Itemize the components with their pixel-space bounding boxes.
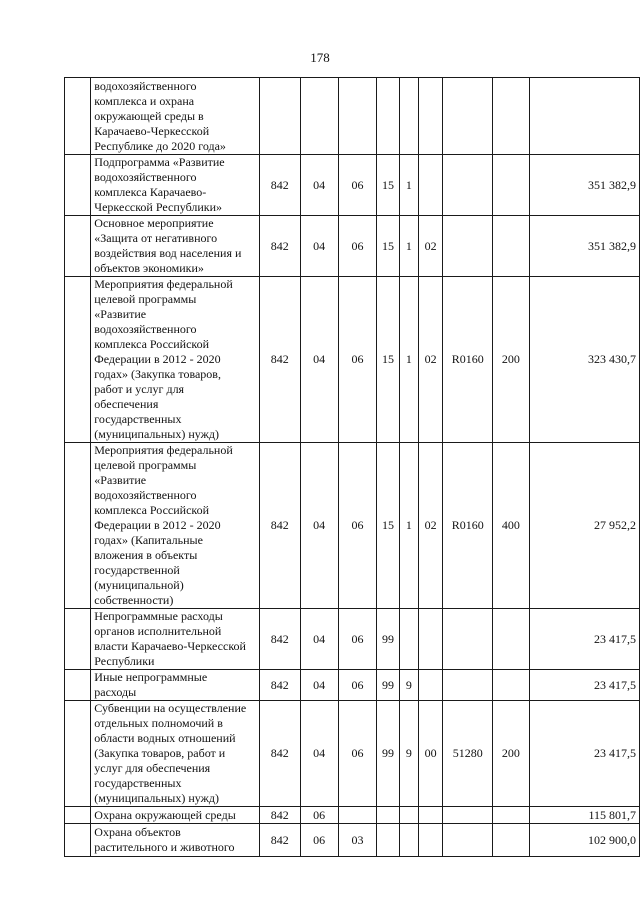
direction-code-cell — [443, 824, 493, 857]
activity-code-cell: 02 — [418, 216, 443, 277]
expense-name-cell — [91, 807, 260, 824]
table-row — [65, 609, 640, 670]
expense-name-text: Подпрограмма «Развитие водохозяйственного комплекса Карачаево- Черкесской Республики» — [94, 155, 225, 214]
expense-type-code-cell — [493, 670, 530, 701]
section-code-cell: 06 — [300, 807, 338, 824]
expense-name-cell — [91, 701, 260, 807]
subprogram-code-cell — [399, 807, 418, 824]
expense-name-cell — [91, 155, 260, 216]
page-number: 178 — [310, 50, 330, 65]
subprogram-code-cell: 1 — [399, 155, 418, 216]
program-code-cell: 99 — [377, 609, 400, 670]
expense-name-cell — [91, 824, 260, 857]
expense-name-cell — [91, 443, 260, 609]
table-row — [65, 216, 640, 277]
subprogram-code-cell — [399, 78, 418, 155]
section-code-cell: 04 — [300, 443, 338, 609]
section-code-cell: 04 — [300, 609, 338, 670]
amount-cell: 351 382,9 — [529, 216, 639, 277]
table-row — [65, 824, 640, 857]
expense-name-text: Иные непрограммные расходы — [94, 670, 208, 699]
budget-table-body — [65, 78, 640, 857]
program-code-cell: 15 — [377, 216, 400, 277]
expense-name-text: Непрограммные расходы органов исполнительной власти Карачаево-Черкесской Республики — [94, 609, 246, 668]
expense-name-text: Охрана объектов растительного и животного — [94, 825, 235, 854]
activity-code-cell: 00 — [418, 701, 443, 807]
subsection-code-cell: 06 — [338, 443, 376, 609]
expense-type-code-cell — [493, 807, 530, 824]
expense-type-code-cell: 200 — [493, 277, 530, 443]
section-code-cell — [300, 78, 338, 155]
table-row — [65, 443, 640, 609]
program-code-cell — [377, 78, 400, 155]
program-code-cell — [377, 824, 400, 857]
amount-cell: 115 801,7 — [529, 807, 639, 824]
expense-name-text: Субвенции на осуществление отдельных полномочий в области водных отношений (Закупка товаров, работ и услуг для обеспечения государственных (муниципальных) нужд) — [94, 701, 247, 805]
table-row — [65, 701, 640, 807]
section-code-cell: 04 — [300, 216, 338, 277]
direction-code-cell: R0160 — [443, 277, 493, 443]
amount-cell: 351 382,9 — [529, 155, 639, 216]
row-number-cell — [65, 443, 91, 609]
row-number-cell — [65, 277, 91, 443]
section-code-cell: 04 — [300, 277, 338, 443]
table-row — [65, 78, 640, 155]
ministry-code-cell: 842 — [260, 277, 300, 443]
expense-name-text: Мероприятия федеральной целевой программы «Развитие водохозяйственного комплекса Российской Федерации в 2012 - 2020 годах» (Капитальные вложения в объекты государственной (муниципальной) собственности) — [94, 443, 233, 607]
program-code-cell — [377, 807, 400, 824]
section-code-cell: 04 — [300, 670, 338, 701]
direction-code-cell — [443, 78, 493, 155]
ministry-code-cell: 842 — [260, 824, 300, 857]
row-number-cell — [65, 670, 91, 701]
direction-code-cell — [443, 155, 493, 216]
subsection-code-cell: 06 — [338, 216, 376, 277]
ministry-code-cell: 842 — [260, 443, 300, 609]
subprogram-code-cell: 9 — [399, 670, 418, 701]
program-code-cell: 99 — [377, 670, 400, 701]
expense-type-code-cell — [493, 78, 530, 155]
subsection-code-cell: 06 — [338, 277, 376, 443]
ministry-code-cell: 842 — [260, 701, 300, 807]
section-code-cell: 04 — [300, 701, 338, 807]
amount-cell — [529, 78, 639, 155]
amount-cell: 102 900,0 — [529, 824, 639, 857]
subsection-code-cell: 06 — [338, 155, 376, 216]
activity-code-cell — [418, 670, 443, 701]
expense-type-code-cell: 200 — [493, 701, 530, 807]
subprogram-code-cell — [399, 824, 418, 857]
row-number-cell — [65, 609, 91, 670]
activity-code-cell: 02 — [418, 443, 443, 609]
row-number-cell — [65, 807, 91, 824]
program-code-cell: 15 — [377, 443, 400, 609]
expense-type-code-cell — [493, 609, 530, 670]
activity-code-cell — [418, 807, 443, 824]
table-row — [65, 670, 640, 701]
expense-type-code-cell: 400 — [493, 443, 530, 609]
expense-name-text: Мероприятия федеральной целевой программы «Развитие водохозяйственного комплекса Российской Федерации в 2012 - 2020 годах» (Закупка товаров, работ и услуг для обеспечения государственных (муниципальных) нужд) — [94, 277, 233, 441]
expense-type-code-cell — [493, 155, 530, 216]
table-row — [65, 807, 640, 824]
direction-code-cell — [443, 670, 493, 701]
subsection-code-cell: 06 — [338, 609, 376, 670]
activity-code-cell — [418, 609, 443, 670]
subprogram-code-cell: 1 — [399, 443, 418, 609]
amount-cell: 23 417,5 — [529, 701, 639, 807]
ministry-code-cell: 842 — [260, 216, 300, 277]
subsection-code-cell — [338, 78, 376, 155]
expense-name-text: водохозяйственного комплекса и охрана окружающей среды в Карачаево-Черкесской Республике до 2020 года» — [94, 78, 226, 153]
section-code-cell: 04 — [300, 155, 338, 216]
ministry-code-cell: 842 — [260, 155, 300, 216]
program-code-cell: 15 — [377, 277, 400, 443]
expense-name-text: Основное мероприятие «Защита от негативного воздействия вод населения и объектов экономики» — [94, 216, 242, 275]
activity-code-cell: 02 — [418, 277, 443, 443]
expense-type-code-cell — [493, 824, 530, 857]
direction-code-cell — [443, 807, 493, 824]
direction-code-cell — [443, 609, 493, 670]
expense-name-cell — [91, 670, 260, 701]
ministry-code-cell: 842 — [260, 807, 300, 824]
activity-code-cell — [418, 78, 443, 155]
row-number-cell — [65, 155, 91, 216]
table-row — [65, 155, 640, 216]
subprogram-code-cell: 1 — [399, 277, 418, 443]
ministry-code-cell: 842 — [260, 609, 300, 670]
table-row — [65, 277, 640, 443]
row-number-cell — [65, 78, 91, 155]
subsection-code-cell: 06 — [338, 701, 376, 807]
expense-name-text: Охрана окружающей среды — [94, 807, 236, 822]
expense-name-cell — [91, 277, 260, 443]
subsection-code-cell: 06 — [338, 670, 376, 701]
direction-code-cell: R0160 — [443, 443, 493, 609]
row-number-cell — [65, 824, 91, 857]
section-code-cell: 06 — [300, 824, 338, 857]
expense-type-code-cell — [493, 216, 530, 277]
subprogram-code-cell: 9 — [399, 701, 418, 807]
direction-code-cell — [443, 216, 493, 277]
expense-name-cell — [91, 78, 260, 155]
amount-cell: 323 430,7 — [529, 277, 639, 443]
row-number-cell — [65, 216, 91, 277]
ministry-code-cell — [260, 78, 300, 155]
row-number-cell — [65, 701, 91, 807]
ministry-code-cell: 842 — [260, 670, 300, 701]
expense-name-cell — [91, 609, 260, 670]
subsection-code-cell: 03 — [338, 824, 376, 857]
program-code-cell: 99 — [377, 701, 400, 807]
direction-code-cell: 51280 — [443, 701, 493, 807]
subprogram-code-cell — [399, 609, 418, 670]
budget-table — [64, 77, 640, 857]
program-code-cell: 15 — [377, 155, 400, 216]
activity-code-cell — [418, 824, 443, 857]
amount-cell: 27 952,2 — [529, 443, 639, 609]
subsection-code-cell — [338, 807, 376, 824]
expense-name-cell — [91, 216, 260, 277]
amount-cell: 23 417,5 — [529, 609, 639, 670]
activity-code-cell — [418, 155, 443, 216]
subprogram-code-cell: 1 — [399, 216, 418, 277]
amount-cell: 23 417,5 — [529, 670, 639, 701]
